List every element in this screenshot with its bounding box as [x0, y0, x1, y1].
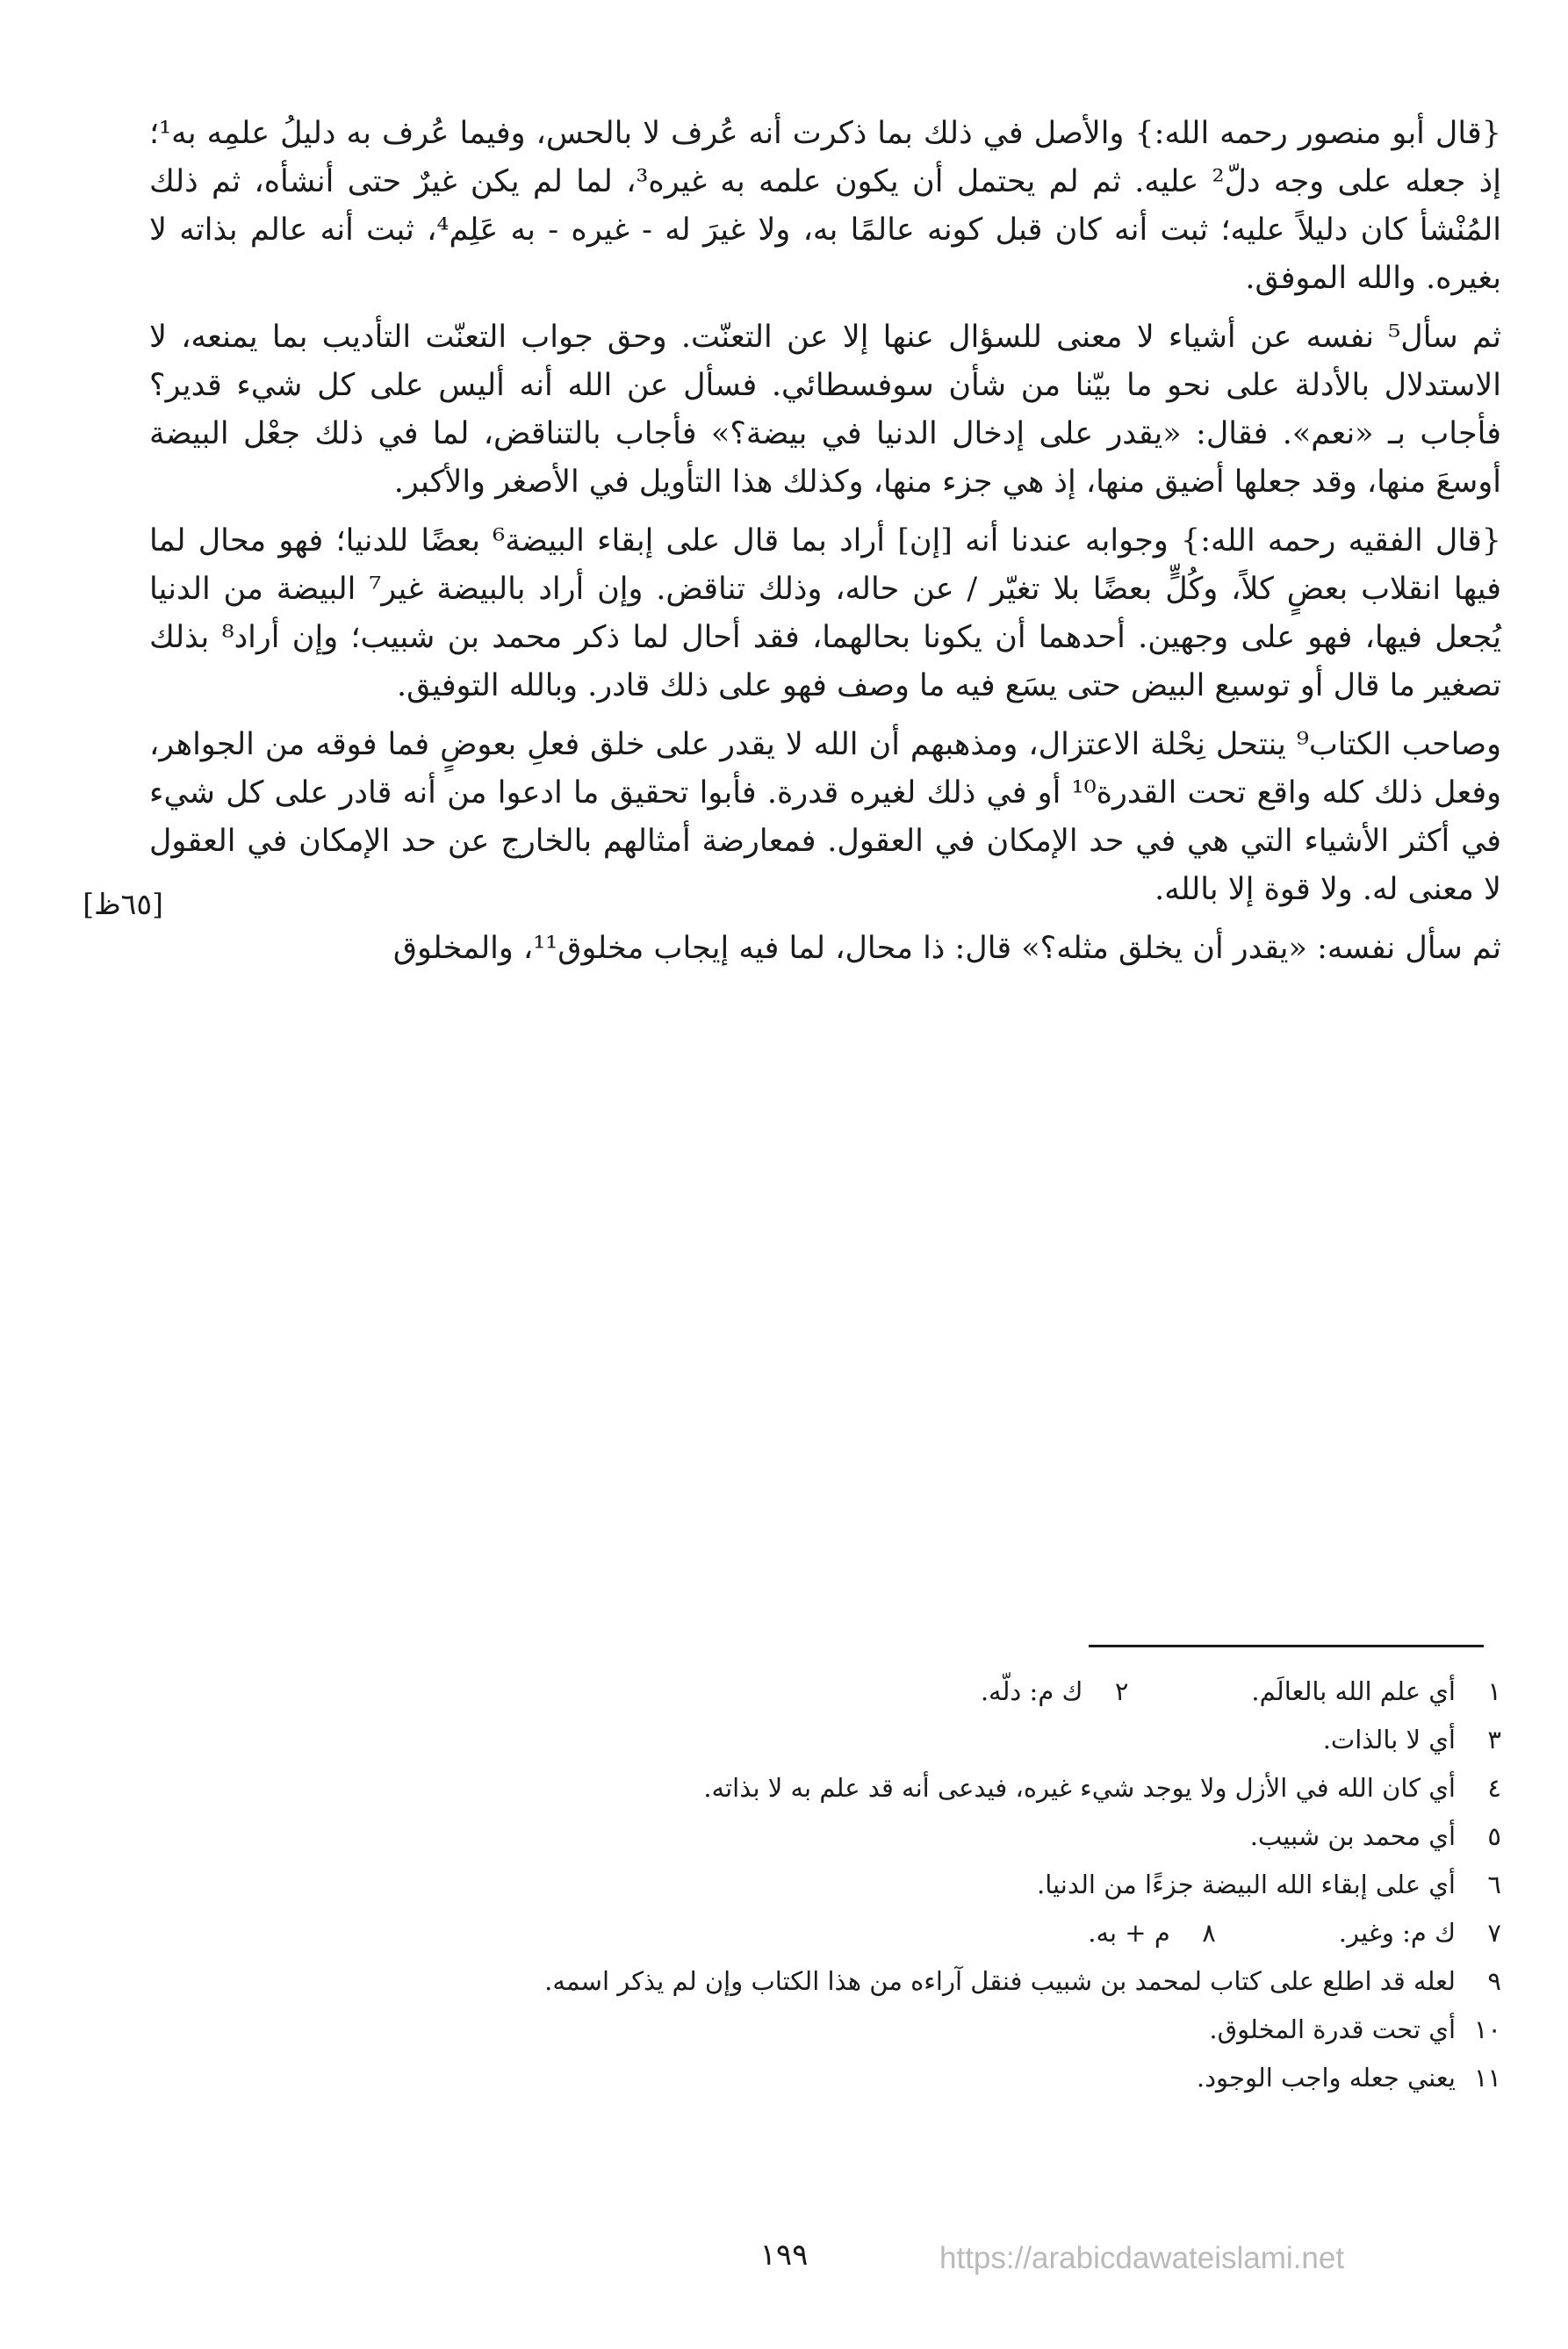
footnote-row: [149, 2007, 1501, 2053]
footnote-number: ١٠: [1473, 2014, 1501, 2044]
footnote-text: يعني جعله واجب الوجود.: [1196, 2063, 1456, 2093]
footnote-text: أي لا بالذات.: [1322, 1725, 1456, 1755]
paragraph-1: {قال أبو منصور رحمه الله:} والأصل في ذلك بما ذكرت أنه عُرف لا بالحس، وفيما عُرف به دليلُ علمِه به¹؛ إذ جعله على وجه دلّ² عليه. ثم لم يحتمل أن يكون علمه به غيره³، لما لم يكن غيرٌ حتى أنشأه، ثم ذلك المُنْشأ كان دليلاً عليه؛ ثبت أنه كان قبل كونه عالمًا به، ولا غيرَ له - غيره - به عَلِم⁴، ثبت أنه عالم بذاته لا بغيره. والله الموفق.: [149, 116, 1501, 296]
paragraph-3: {قال الفقيه رحمه الله:} وجوابه عندنا أنه [إن] أراد بما قال على إبقاء البيضة⁶ بعضًا للدنيا؛ فهو محال لما فيها انقلاب بعضٍ كلاً، وكُلٍّ بعضًا بلا تغيّر / عن حاله، وذلك تناقض. وإن أراد بالبيضة غير⁷ البيضة من الدنيا يُجعل فيها، فهو على وجهين. أحدهما أن يكونا بحالهما، فقد أحال لما ذكر محمد بن شبيب؛ وإن أراد⁸ بذلك تصغير ما قال أو توسيع البيض حتى يسَع فيه ما وصف فهو على ذلك قادر. وبالله التوفيق.: [149, 523, 1502, 703]
paragraph-4: وصاحب الكتاب⁹ ينتحل نِحْلة الاعتزال، ومذهبهم أن الله لا يقدر على خلق فعلِ بعوضٍ فما فوقه من الجواهر، وفعل ذلك كله واقع تحت القدرة¹⁰ أو في ذلك لغيره قدرة. فأبوا تحقيق ما ادعوا من أنه قادر على كل شيء في أكثر الأشياء التي هي في حد الإمكان في العقول. فمعارضة أمثالهم بالخارج عن حد الإمكان في العقول لا معنى له. ولا قوة إلا بالله.: [149, 727, 1501, 907]
page-number: ١٩٩: [759, 2237, 809, 2273]
footnote-text: لعله قد اطلع على كتاب لمحمد بن شبيب فنقل آراءه من هذا الكتاب وإن لم يذكر اسمه.: [544, 1966, 1456, 1996]
footnote-row: [149, 1813, 1501, 1860]
footnote-number: ٩: [1487, 1966, 1501, 1996]
footnote-row: [149, 1910, 1501, 1956]
footnote-text: أي علم الله بالعالَم.: [1251, 1676, 1456, 1706]
footnote-number: ١: [1487, 1676, 1501, 1706]
footnote-text: ك م: دلّه.: [980, 1676, 1083, 1706]
paragraph-2: ثم سأل⁵ نفسه عن أشياء لا معنى للسؤال عنها إلا عن التعنّت. وحق جواب التعنّت التأديب بما يمنعه، لا الاستدلال بالأدلة على نحو ما بيّنا من شأن سوفسطائي. فسأل عن الله أنه أليس على كل شيء قدير؟ فأجاب بـ «نعم». فقال: «يقدر على إدخال الدنيا في بيضة؟» فأجاب بالتناقض، لما في ذلك جعْل البيضة أوسعَ منها، وقد جعلها أضيق منها، إذ هي جزء منها، وكذلك هذا التأويل في الأصغر والأكبر.: [149, 320, 1501, 500]
footnote-text: م + به.: [1088, 1918, 1170, 1948]
footnote-number: ٦: [1487, 1870, 1501, 1899]
footnote-row: [149, 1765, 1501, 1812]
paragraph-5: ثم سأل نفسه: «يقدر أن يخلق مثله؟» قال: ذا محال، لما فيه إيجاب مخلوق¹¹، والمخلوق: [392, 931, 1501, 966]
folio-marker: [٦٥ظ]: [83, 887, 163, 921]
footnote-number: ٣: [1487, 1725, 1501, 1755]
footnote-number: ٧: [1487, 1918, 1501, 1948]
footnotes: [149, 1668, 1501, 2103]
footnote-row: [149, 2055, 1501, 2101]
footnote-row: [149, 1958, 1501, 2005]
footnote-row: [149, 1717, 1501, 1763]
footnote-number: ٤: [1487, 1773, 1501, 1803]
footnote-number: ٨: [1202, 1918, 1216, 1948]
footnote-text: ك م: وغير.: [1338, 1918, 1456, 1948]
footnote-text: أي على إبقاء الله البيضة جزءًا من الدنيا.: [1037, 1870, 1456, 1899]
main-text-body: [149, 110, 1501, 984]
footnote-text: أي كان الله في الأزل ولا يوجد شيء غيره، فيدعى أنه قد علم به لا بذاته.: [703, 1773, 1456, 1803]
footnote-divider: [1089, 1645, 1484, 1647]
footnote-number: ٢: [1114, 1676, 1129, 1706]
watermark-url: https://arabicdawateislami.net: [939, 2241, 1345, 2275]
footnote-text: أي محمد بن شبيب.: [1249, 1821, 1456, 1851]
footnote-number: ١١: [1473, 2063, 1501, 2093]
footnote-row: [149, 1668, 1501, 1715]
footnote-row: [149, 1862, 1501, 1908]
footnote-number: ٥: [1487, 1821, 1501, 1851]
footnote-text: أي تحت قدرة المخلوق.: [1209, 2014, 1456, 2044]
